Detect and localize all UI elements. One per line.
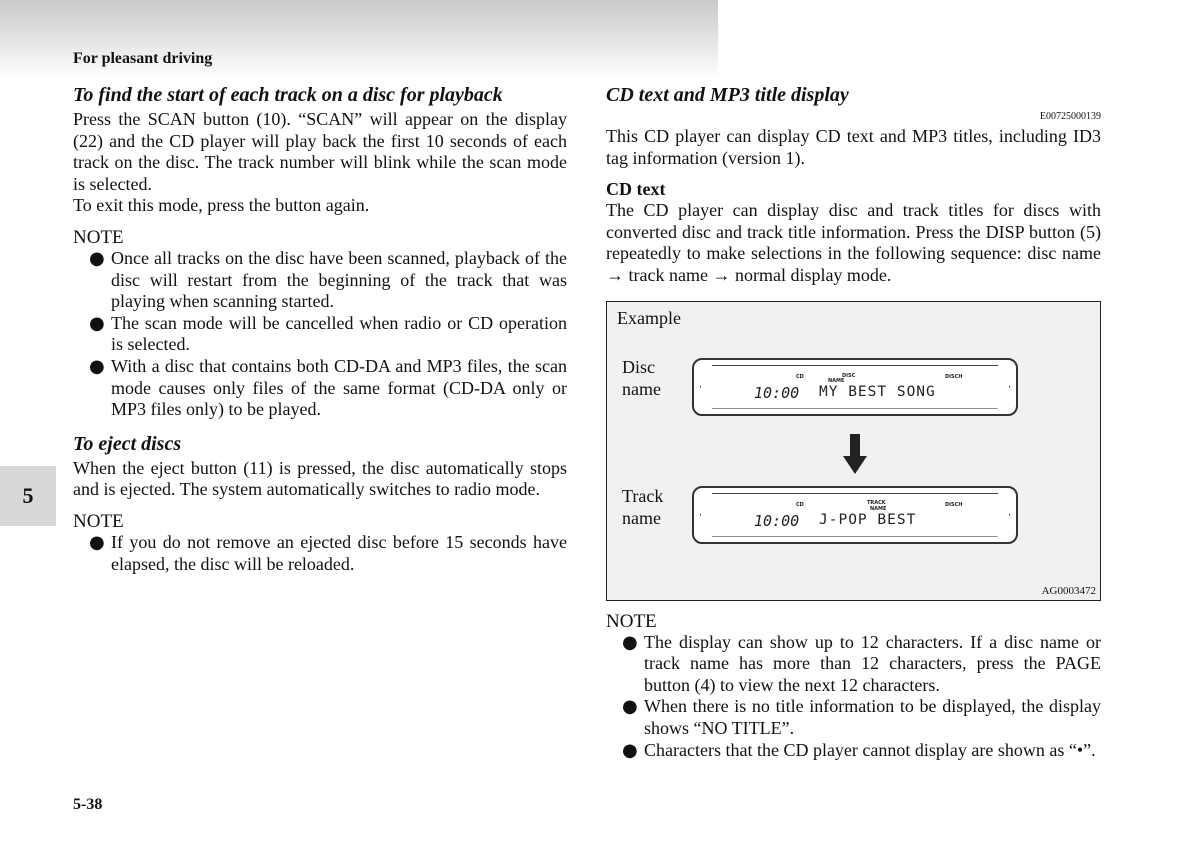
bullet-icon: ● xyxy=(89,247,105,269)
scan-heading: To find the start of each track on a disc for playback xyxy=(73,84,503,106)
scan-paragraph-2: To exit this mode, press the button again. xyxy=(73,195,370,216)
name-indicator: NAME xyxy=(828,377,845,384)
display-time: 10:00 xyxy=(754,383,800,402)
disch-indicator: DISCH xyxy=(945,373,963,380)
display-title-text: MY BEST SONG xyxy=(819,383,936,400)
cd-text-heading: CD text and MP3 title display xyxy=(606,84,849,106)
track-name-display xyxy=(692,486,1018,544)
disc-name-label: Disc name xyxy=(622,356,661,399)
bullet-icon: ● xyxy=(89,355,105,377)
list-item: ● Characters that the CD player cannot display are shown as “•”. xyxy=(622,739,1096,761)
cd-text-notes xyxy=(606,632,1101,762)
eject-paragraph: When the eject button (11) is pressed, the disc automatically stops and is ejected. The system automatically switches to radio mode. xyxy=(73,457,567,500)
name-indicator: NAME xyxy=(870,505,887,512)
cd-text-paragraph: The CD player can display disc and track titles for discs with converted disc and track title information. Press the DISP button (5) repeatedly to make selections in the following sequence: disc name → track name → normal display mode. xyxy=(606,200,1101,285)
arrow-down-icon xyxy=(843,434,867,474)
list-item: ● The scan mode will be cancelled when radio or CD operation is selected. xyxy=(89,312,567,355)
section-header: For pleasant driving xyxy=(73,50,213,67)
bullet-icon: ● xyxy=(89,531,105,553)
display-example-figure xyxy=(606,301,1101,601)
cd-indicator: CD xyxy=(796,501,804,508)
section-code: E00725000139 xyxy=(1039,111,1101,122)
disc-name-display xyxy=(692,358,1018,416)
bullet-icon: ● xyxy=(622,696,638,718)
page-number: 5-38 xyxy=(73,796,103,813)
bullet-icon: ● xyxy=(622,631,638,653)
display-title-text: J-POP BEST xyxy=(819,511,917,528)
cd-text-note-label: NOTE xyxy=(606,610,657,632)
list-item: ● With a disc that contains both CD-DA and MP3 files, the scan mode causes only files of the same format (CD-DA only or MP3 files only) to be played. xyxy=(89,355,567,420)
left-column xyxy=(73,82,567,575)
cd-text-intro: This CD player can display CD text and MP3 titles, including ID3 tag information (version 1). xyxy=(606,126,1101,168)
bullet-icon: ● xyxy=(622,739,638,761)
track-indicator: TRACK xyxy=(867,499,886,506)
eject-note-label: NOTE xyxy=(73,510,124,532)
scan-paragraph-1: Press the SCAN button (10). “SCAN” will appear on the display (22) and the CD player will play back the first 10 seconds of each track on the disc. The track number will blink while the scan mode is selected. xyxy=(73,109,567,194)
eject-notes xyxy=(73,532,567,575)
list-item: ● The display can show up to 12 characters. If a disc name or track name has more than 12 characters, press the PAGE button (4) to view the next 12 characters. xyxy=(622,631,1101,695)
figure-code: AG0003472 xyxy=(1041,584,1096,597)
track-name-label: Track name xyxy=(622,485,664,528)
chapter-tab xyxy=(0,466,56,526)
cd-text-subhead: CD text xyxy=(606,179,666,200)
cd-indicator: CD xyxy=(796,373,804,380)
disch-indicator: DISCH xyxy=(945,501,963,508)
figure-caption: Example xyxy=(617,307,681,328)
chapter-number: 5 xyxy=(22,483,34,508)
display-time: 10:00 xyxy=(754,511,800,530)
bullet-icon: ● xyxy=(89,312,105,334)
scan-note-label: NOTE xyxy=(73,226,124,248)
disc-indicator: DISC xyxy=(842,372,856,379)
list-item: ● Once all tracks on the disc have been scanned, playback of the disc will restart from the beginning of the track that was playing when scanning started. xyxy=(89,247,567,312)
eject-heading: To eject discs xyxy=(73,432,182,455)
right-column xyxy=(606,82,1101,761)
list-item: ● When there is no title information to be displayed, the display shows “NO TITLE”. xyxy=(622,696,1101,738)
scan-notes xyxy=(73,248,567,421)
list-item: ● If you do not remove an ejected disc before 15 seconds have elapsed, the disc will be reloaded. xyxy=(89,531,567,574)
